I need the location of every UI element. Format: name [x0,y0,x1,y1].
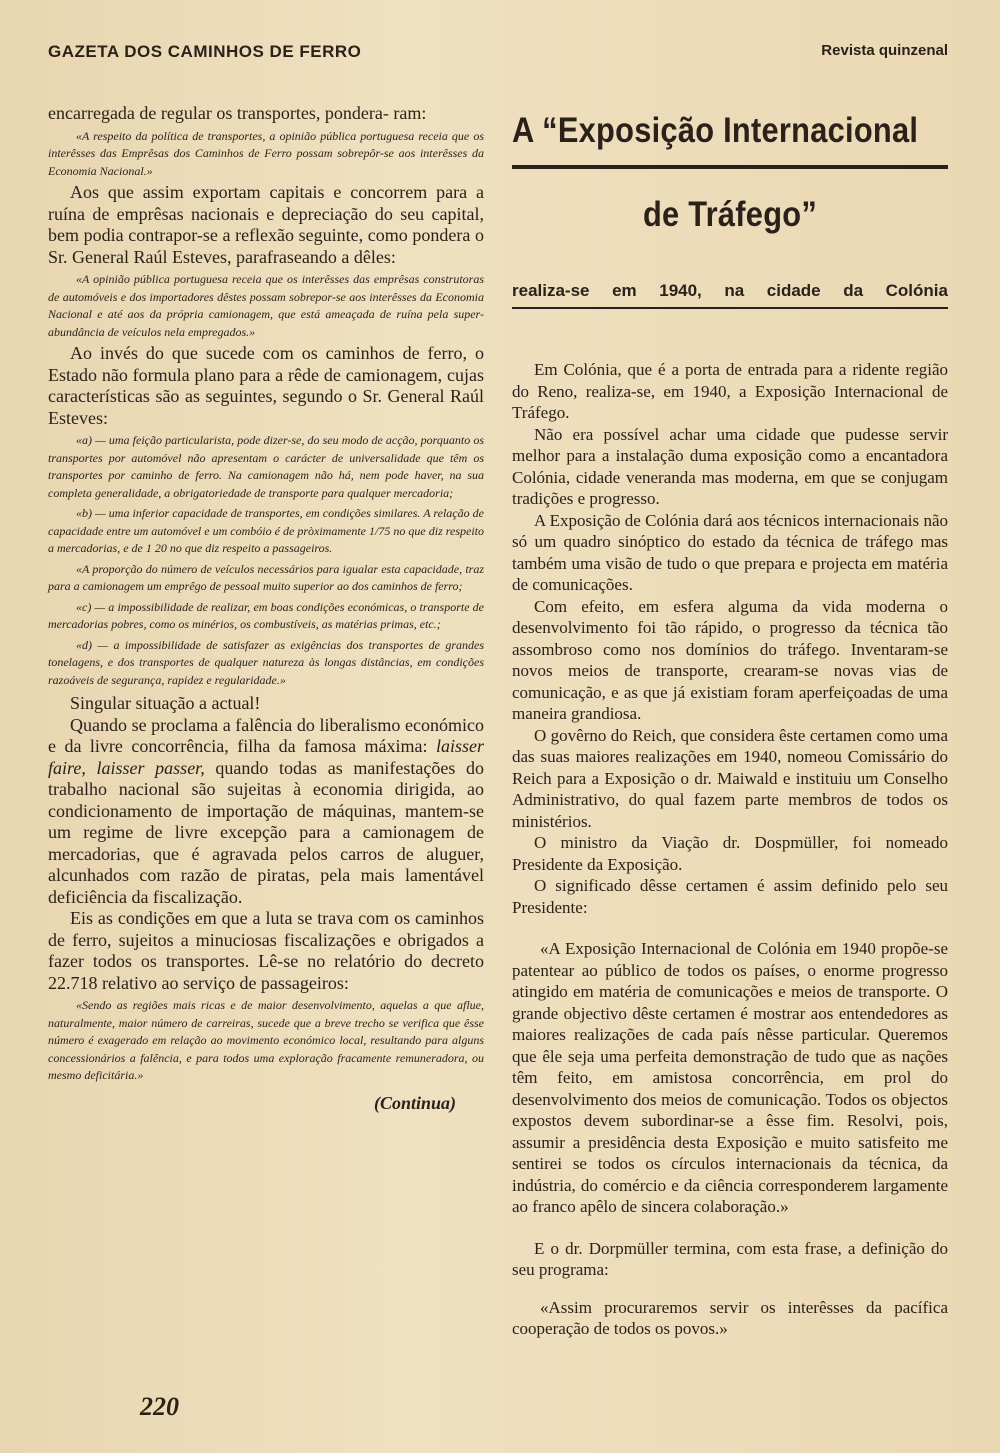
right-column [512,103,948,1340]
closing-quote: «Assim procuraremos servir os interêsses da pacífica cooperação de todos os povos.» [512,1297,948,1338]
quotation-item-a: «a) — uma feição particularista, pode dizer-se, do seu modo de acção, porquanto os transportes por automóvel não apresentam o carácter de universalidade que têm os transportes por caminho de ferro. Na camionagem não há, nem pode haver, na sua completa generalidade, a obrigatoriedade de transporte para qualquer mercadoria; [48,433,484,500]
quotation-item-b: «b) — uma inferior capacidade de transportes, em condições similares. A relação de capacidade entre um automóvel e um combóio é de pròximamente 1/75 no que diz respeito a mercadorias, e de 1 20 no que diz respeito a passageiros. [48,506,484,555]
journal-frequency: Revista quinzenal [821,42,948,59]
quotation: «A opinião pública portuguesa receia que os interêsses das emprêsas construtoras de automóveis e dos importadores dêstes possam sobrepor-se aos interêsses da Economia Nacional e até aos da própria camionagem, que está ameaçada de ruína pela super-abundância de veículos nela empregados.» [48,272,484,339]
subtitle-word: na [724,281,745,300]
paragraph: O govêrno do Reich, que considera êste certamen como uma das suas maiores realizações em 1940, nomeou Comissário do Reich para a Exposição o dr. Maiwald e instituiu um Conselho Administrativo, do qual fazem parte membros de todos os ministérios. [512,725,948,831]
paragraph: O significado dêsse certamen é assim definido pelo seu Presidente: [512,876,948,917]
president-quote: «A Exposição Internacional de Colónia em 1940 propõe-se patentear ao público de todos os países, o enorme progresso atingido em matéria de comunicações e meios de transporte. O grande objectivo dêste certamen é mostrar aos entendedores as maiores realizações de cada país nêsse particular. Queremos que êle seja uma perfeita demonstração de tudo que as nações têm feito, em amistosa concorrência, em prol do desenvolvimento dos meios de comunicação. Todos os objectos expostos devem subordinar-se a êsse fim. Resolvi, pois, assumir a presidência desta Exposição e muito satisfeito me sentirei se todos os círculos internacionais da técnica, da indústria, do comércio e da ciência corresponderem largamente ao franco apêlo de sincera colaboração.» [512,939,948,1216]
paragraph: Ao invés do que sucede com os caminhos de ferro, o Estado não formula plano para a rêde de camionagem, cujas características são as seguintes, segundo o Sr. General Raúl Esteves: [48,343,484,428]
paragraph: O ministro da Viação dr. Dospmüller, foi nomeado Presidente da Exposição. [512,833,948,874]
paragraph: Eis as condições em que a luta se trava com os caminhos de ferro, sujeitos a minuciosas fiscalizações e obrigados a fazer todos os transportes. Lê-se no relatório do decreto 22.718 relativo ao serviço de passageiros: [48,908,484,993]
journal-title: GAZETA DOS CAMINHOS DE FERRO [48,42,362,61]
subtitle-word: 1940, [659,281,702,300]
left-column [48,103,484,1114]
article-subtitle [512,281,948,301]
quotation: «Sendo as regiões mais ricas e de maior desenvolvimento, aquelas a que aflue, naturalmente, maior número de carreiras, sucede que a breve trecho se verifica que êsse número é exagerado em relação ao movimento económico local, resultando para alguns concessionários a falência, e para todos uma exploração fracamente remuneradora, ou mesmo deficitária.» [48,998,484,1082]
paragraph: E o dr. Dorpmüller termina, com esta frase, a definição do seu programa: [512,1238,948,1279]
paragraph [48,715,484,909]
latin-phrase: laisser faire, laisser passer, [48,736,484,778]
subtitle-word: cidade [766,281,821,300]
paragraph: Em Colónia, que é a porta de entrada para a ridente região do Reno, realiza-se, em 1940, a Exposição Internacional de Tráfego. [512,360,948,422]
paragraph: A Exposição de Colónia dará aos técnicos internacionais não só um quadro sinóptico do estado da técnica de tráfego mas também uma visão de tudo o que prepara e projecta em matéria de comunicações. [512,510,948,594]
article-title-line-2: de Tráfego” [642,195,818,234]
paragraph: Aos que assim exportam capitais e concorrem para a ruína de emprêsas nacionais e depreciação do seu capital, bem podia contrapor-se a reflexão seguinte, como pondera o Sr. General Raúl Esteves, parafraseando a dêles: [48,182,484,267]
page-number: 220 [140,1392,179,1421]
title-rule [512,165,948,169]
subtitle-word: realiza-se [512,281,590,300]
quotation-item-b-cont: «A proporção do número de veículos necessários para igualar esta capacidade, traz para a camionagem um emprêgo de pessoal muito superior ao dos caminhos de ferro; [48,561,484,593]
quotation-item-d: «d) — a impossibilidade de satisfazer as exigências dos transportes de grandes tonelagens, e dos transportes de qualquer natureza às longas distâncias, em condições razoáveis de segurança, rapidez e regularidade.» [48,637,484,687]
quotation-item-c: «c) — a impossibilidade de realizar, em boas condições económicas, o transporte de mercadorias pobres, como os minérios, os combustíveis, as matérias primas, etc.; [48,599,484,631]
paragraph: Não era possível achar uma cidade que pudesse servir melhor para a instalação duma exposição como a encantadora Colónia, cidade veneranda mas moderna, em que se conjugam tradições e progresso. [512,424,948,508]
paragraph: encarregada de regular os transportes, pondera- ram: [48,103,427,123]
quotation: «A respeito da política de transportes, a opinião pública portuguesa receia que os interêsses das Emprêsas dos Caminhos de Ferro possam sobrepôr-se aos interêsses da Economia Nacional.» [48,128,484,178]
subtitle-word: Colónia [885,281,948,300]
paragraph-text: quando todas as manifestações do trabalho nacional são sujeitas à economia dirigida, ao condicionamento de importação de máquinas, mantem-se um regime de livre excepção para a camionagem de mercadorias, que é agravada pelos carros de aluguer, alcunhados com razão de piratas, pela mais lamentável deficiência da fiscalização. [48,757,485,907]
paragraph: Singular situação a actual! [70,693,261,713]
continued-note: (Continua) [373,1092,456,1113]
subtitle-word: em [612,281,637,300]
paragraph-text: Quando se proclama a falência do liberalismo económico e da livre concorrência, filha da famosa máxima: [48,714,484,756]
paragraph: Com efeito, em esfera alguma da vida moderna o desenvolvimento foi tão rápido, o progresso da técnica tão assombroso como nos domínios do tráfego. Inventaram-se novos meios de transporte, crearam-se novas vias de comunicação, e as que já existiam foram aperfeiçoadas de uma maneira grandiosa. [512,596,948,723]
subtitle-word: da [843,281,864,300]
article-title-line-1: A “Exposição Internacional [512,111,919,150]
